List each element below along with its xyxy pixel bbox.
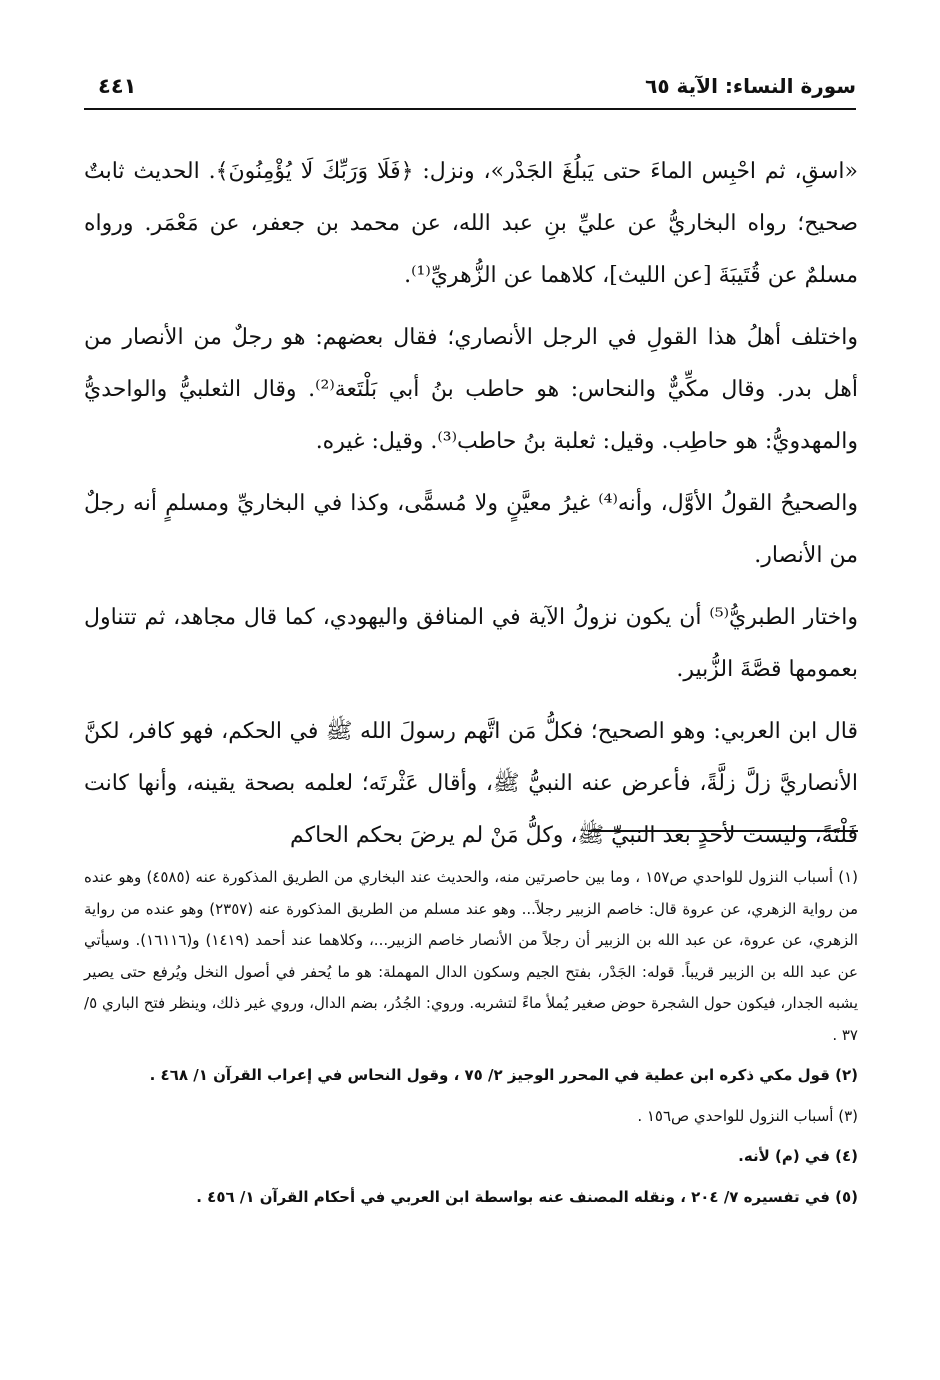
header-title: سورة النساء: الآية ٦٥ bbox=[645, 74, 856, 98]
footnote: (٤) في (م) لأنه. bbox=[738, 1147, 858, 1165]
header-rule bbox=[84, 108, 856, 110]
paragraph: والصحيحُ القولُ الأوَّل، وأنه⁽⁴⁾ غيرُ معيَّنٍ ولا مُسمًّى، وكذا في البخاريِّ ومسلمٍ أنه رجلٌ من الأنصار. bbox=[84, 491, 858, 568]
footnote: (٣) أسباب النزول للواحدي ص١٥٦ . bbox=[637, 1106, 858, 1125]
footnotes bbox=[84, 862, 858, 1222]
paragraph: واختار الطبريُّ⁽⁵⁾ أن يكون نزولُ الآية في المنافق واليهودي، كما قال مجاهد، ثم تتناول بعمومها قصَّةَ الزُّبير. bbox=[84, 605, 858, 682]
footnote: (٥) في تفسيره ٧/ ٢٠٤ ، ونقله المصنف عنه بواسطة ابن العربي في أحكام القرآن ١/ ٤٥٦ . bbox=[196, 1187, 858, 1206]
running-header bbox=[84, 70, 856, 110]
page-number: ٤٤١ bbox=[98, 74, 137, 98]
paragraph: قال ابن العربي: وهو الصحيح؛ فكلُّ مَن اتَّهم رسولَ الله ﷺ في الحكم، فهو كافر، لكنَّ الأنصاريَّ زلَّ زلَّةً، فأعرض عنه النبيُّ ﷺ، وأقال عَثْرتَه؛ لعلمه بصحة يقينه، وأنها كانت فَلْتَةً، وليست لأحدٍ بعد النبيِّ ﷺ، وكلُّ مَنْ لم يرضَ بحكم الحاكم bbox=[84, 719, 858, 848]
main-text bbox=[84, 146, 858, 872]
paragraph: «اسقِ، ثم احْبِس الماءَ حتى يَبلُغَ الجَدْر»، ونزل: ﴿فَلَا وَرَبِّكَ لَا يُؤْمِنُونَ﴾. الحديث ثابتٌ صحيح؛ رواه البخاريُّ عن عليِّ بنِ عبد الله، عن محمد بن جعفر، عن مَعْمَر. ورواه مسلمٌ عن قُتَيبَةَ [عن الليث]، كلاهما عن الزُّهريِّ⁽¹⁾. bbox=[84, 159, 858, 288]
footnote-separator bbox=[588, 830, 858, 832]
paragraph: واختلف أهلُ هذا القولِ في الرجل الأنصاري؛ فقال بعضهم: هو رجلٌ من الأنصار من أهل بدر. وقال مكِّيٌّ والنحاس: هو حاطب بنُ أبي بَلْتَعة⁽²⁾. وقال الثعلبيُّ والواحديُّ والمهدويُّ: هو حاطِب. وقيل: ثعلبة بنُ حاطب⁽³⁾. وقيل: غيره. bbox=[84, 325, 858, 454]
footnote: (١) أسباب النزول للواحدي ص١٥٧ ، وما بين حاصرتين منه، والحديث عند البخاري من الطريق المذكورة عنه (٤٥٨٥) وهو عنده من رواية الزهري، عن عروة قال: خاصم الزبير رجلاً... وهو عند مسلم من الطريق المذكورة عنه (٢٣٥٧) وهو عنده من رواية الزهري، عن عروة، عن عبد الله بن الزبير أن رجلاً من الأنصار خاصم الزبير...، وكلاهما عند أحمد (١٤١٩) و(١٦١١٦). وسيأتي عن عبد الله بن الزبير قريباً. قوله: الجَدْر، بفتح الجيم وسكون الدال المهملة: هو ما يُحفر في أصول النخل ويُرفع حتى يصير يشبه الجدار، فيكون حول الشجرة حوض صغير يُملأ ماءً لتشربه. وروي: الجُدُر، بضم الدال، وروي غير ذلك، وينظر فتح الباري ٥/ ٣٧ . bbox=[84, 868, 858, 1044]
footnote: (٢) قول مكي ذكره ابن عطية في المحرر الوجيز ٢/ ٧٥ ، وقول النحاس في إعراب القرآن ١/ ٤٦٨ . bbox=[149, 1066, 858, 1084]
